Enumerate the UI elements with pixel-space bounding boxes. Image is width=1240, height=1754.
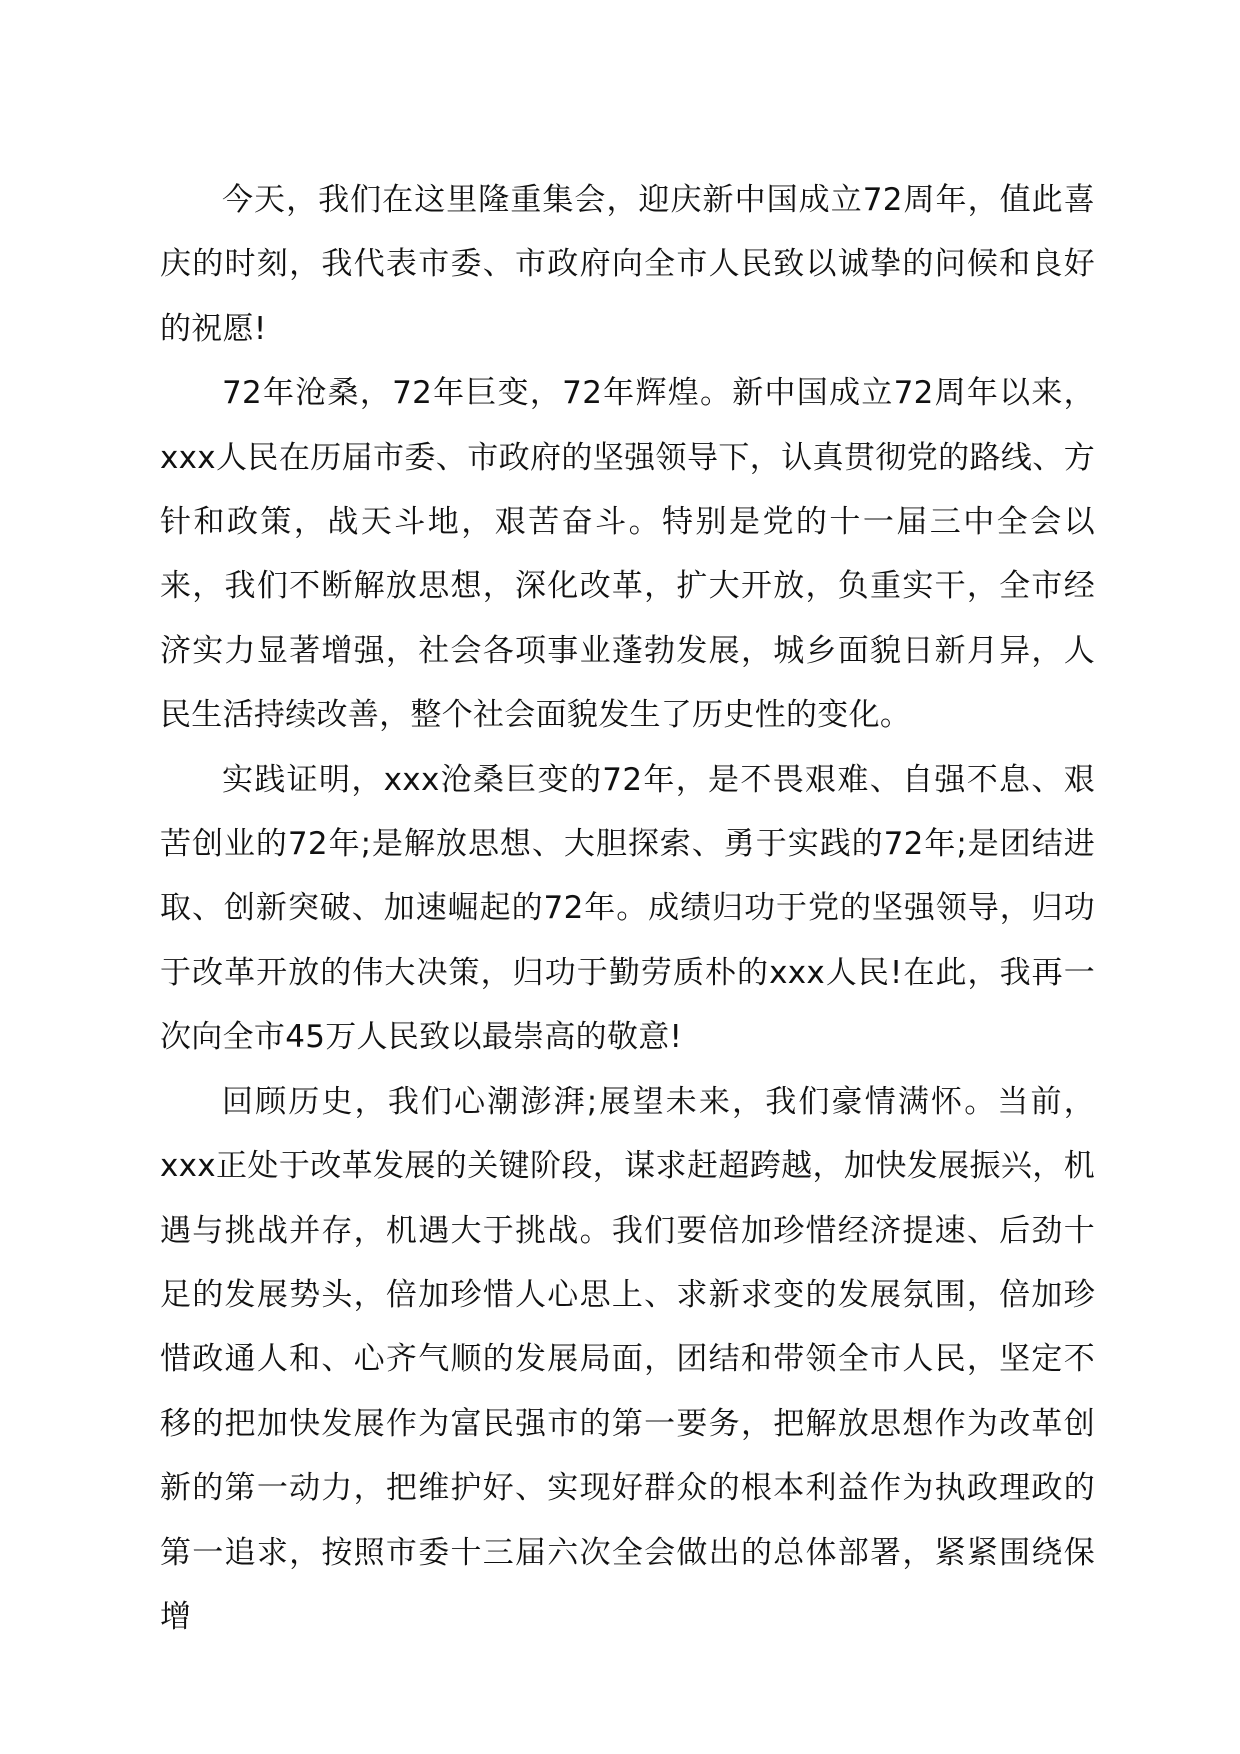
paragraph-2: 72年沧桑，72年巨变，72年辉煌。新中国成立72周年以来，xxx人民在历届市委、市政府的坚强领导下，认真贯彻党的路线、方针和政策，战天斗地，艰苦奋斗。特别是党的十一届三中全会以来，我们不断解放思想，深化改革，扩大开放，负重实干，全市经济实力显著增强，社会各项事业蓬勃发展，城乡面貌日新月异，人民生活持续改善，整个社会面貌发生了历史性的变化。 [160, 375, 1095, 734]
document-body [160, 168, 1095, 1649]
paragraph-1: 今天，我们在这里隆重集会，迎庆新中国成立72周年，值此喜庆的时刻，我代表市委、市政府向全市人民致以诚挚的问候和良好的祝愿! [160, 182, 1095, 347]
paragraph-3: 实践证明，xxx沧桑巨变的72年，是不畏艰难、自强不息、艰苦创业的72年;是解放思想、大胆探索、勇于实践的72年;是团结进取、创新突破、加速崛起的72年。成绩归功于党的坚强领导，归功于改革开放的伟大决策，归功于勤劳质朴的xxx人民!在此，我再一次向全市45万人民致以最崇高的敬意! [160, 761, 1095, 1056]
paragraph-4: 回顾历史，我们心潮澎湃;展望未来，我们豪情满怀。当前，xxx正处于改革发展的关键阶段，谋求赶超跨越，加快发展振兴，机遇与挑战并存，机遇大于挑战。我们要倍加珍惜经济提速、后劲十足的发展势头，倍加珍惜人心思上、求新求变的发展氛围，倍加珍惜政通人和、心齐气顺的发展局面，团结和带领全市人民，坚定不移的把加快发展作为富民强市的第一要务，把解放思想作为改革创新的第一动力，把维护好、实现好群众的根本利益作为执政理政的第一追求，按照市委十三届六次全会做出的总体部署，紧紧围绕保增 [160, 1083, 1095, 1635]
